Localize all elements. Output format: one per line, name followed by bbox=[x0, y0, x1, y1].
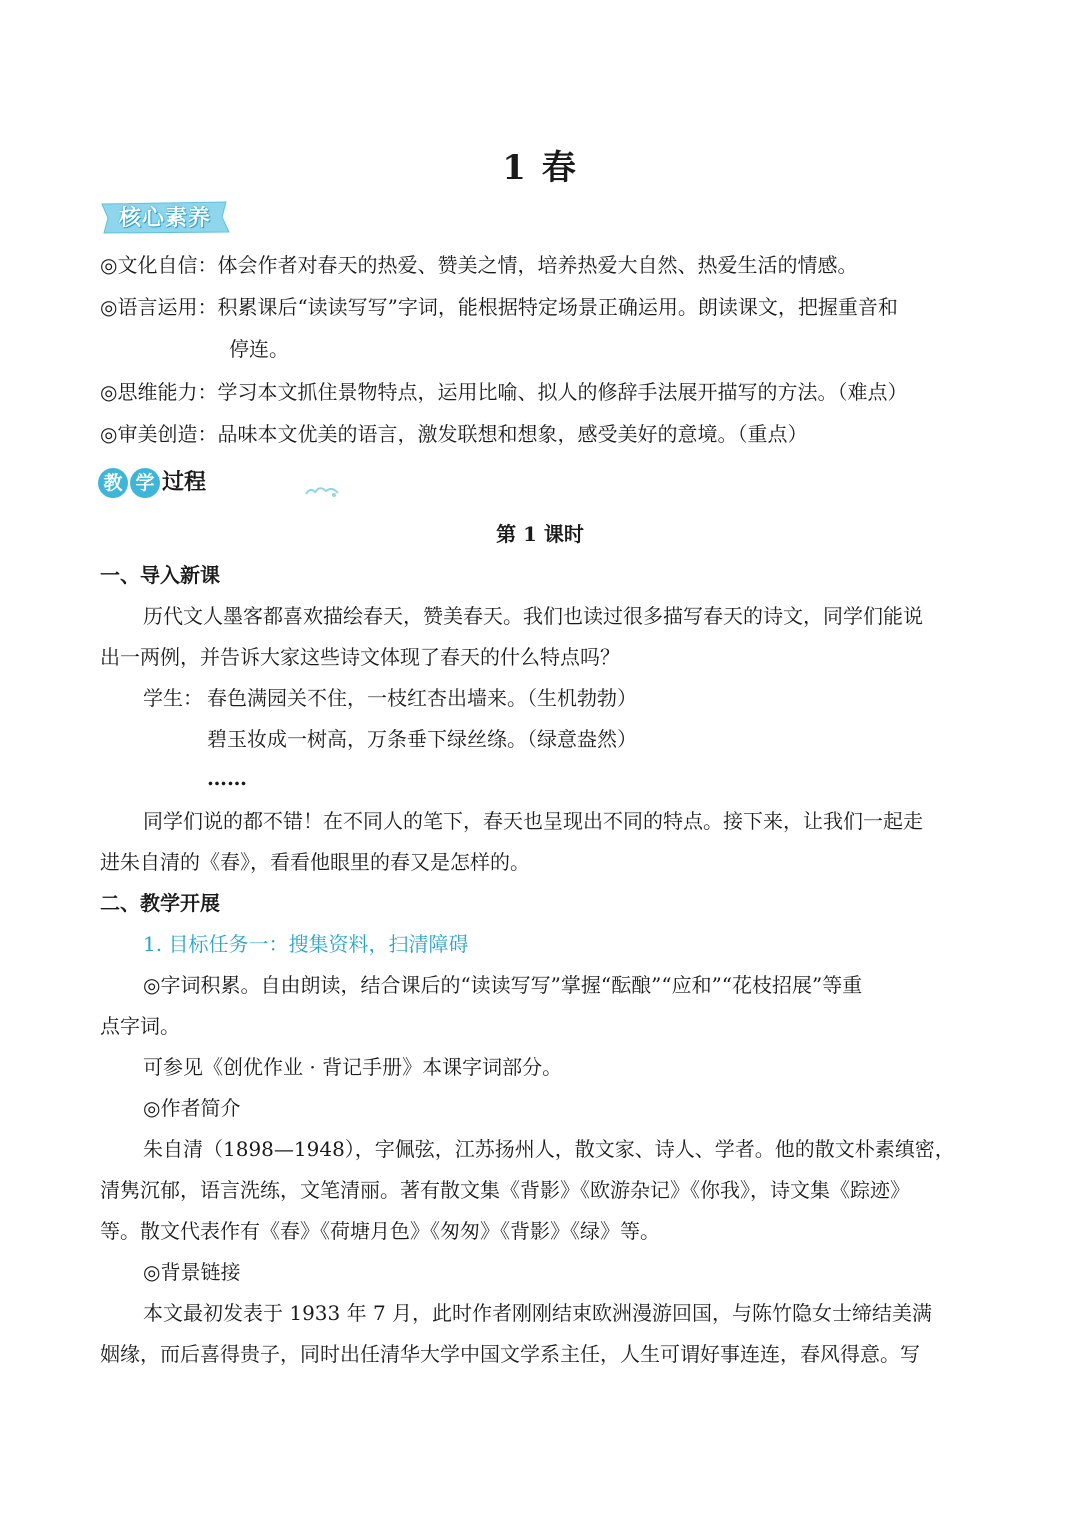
process-char-1: 教 bbox=[98, 468, 128, 498]
paragraph-author-2: 清隽沉郁，语言洗练，文笔清丽。著有散文集《背影》《欧游杂记》《你我》，诗文集《踪迹》 bbox=[100, 1178, 910, 1202]
section-heading-intro: 一、导入新课 bbox=[100, 563, 220, 587]
page-title: 1 春 bbox=[502, 148, 578, 188]
section-heading-teaching: 二、教学开展 bbox=[100, 891, 220, 915]
core-literacy-badge bbox=[98, 199, 232, 235]
student-answer-2: 碧玉妆成一树高，万条垂下绿丝绦。（绿意盎然） bbox=[207, 727, 637, 751]
paragraph-background-1: 本文最初发表于 1933 年 7 月，此时作者刚刚结束欧洲漫游回国，与陈竹隐女士缔结美满 bbox=[143, 1301, 933, 1325]
paragraph-transition-2: 进朱自清的《春》，看看他眼里的春又是怎样的。 bbox=[100, 850, 530, 874]
paragraph-words-2: 点字词。 bbox=[100, 1014, 180, 1038]
paragraph-intro-2: 出一两例，并告诉大家这些诗文体现了春天的什么特点吗？ bbox=[100, 645, 620, 669]
teaching-process-heading bbox=[98, 468, 248, 502]
process-label: 过程 bbox=[162, 470, 207, 495]
background-heading: ◎背景链接 bbox=[143, 1260, 241, 1284]
paragraph-author-3: 等。散文代表作有《春》《荷塘月色》《匆匆》《背影》《绿》等。 bbox=[100, 1219, 660, 1243]
cloud-decoration-icon bbox=[304, 484, 340, 498]
author-heading: ◎作者简介 bbox=[143, 1096, 241, 1120]
badge-label: 核心素养 bbox=[118, 206, 211, 231]
paragraph-reference: 可参见《创优作业 · 背记手册》本课字词部分。 bbox=[143, 1055, 563, 1079]
core-item-aesthetic: ◎审美创造：品味本文优美的语言，激发联想和想象，感受美好的意境。（重点） bbox=[100, 422, 808, 446]
task-heading-1: 1. 目标任务一：搜集资料，扫清障碍 bbox=[143, 932, 469, 956]
paragraph-author-1: 朱自清（1898—1948），字佩弦，江苏扬州人，散文家、诗人、学者。他的散文朴素缜密， bbox=[143, 1137, 955, 1161]
process-char-2: 学 bbox=[130, 468, 160, 498]
paragraph-intro-1: 历代文人墨客都喜欢描绘春天，赞美春天。我们也读过很多描写春天的诗文，同学们能说 bbox=[143, 604, 923, 628]
paragraph-words-1: ◎字词积累。自由朗读，结合课后的“读读写写”掌握“酝酿”“应和”“花枝招展”等重 bbox=[143, 973, 863, 997]
student-answer-1: 春色满园关不住，一枝红杏出墙来。（生机勃勃） bbox=[207, 686, 637, 710]
paragraph-background-2: 姻缘，而后喜得贵子，同时出任清华大学中国文学系主任，人生可谓好事连连，春风得意。写 bbox=[100, 1342, 920, 1366]
paragraph-transition-1: 同学们说的都不错！在不同人的笔下，春天也呈现出不同的特点。接下来，让我们一起走 bbox=[143, 809, 923, 833]
core-item-thinking: ◎思维能力：学习本文抓住景物特点，运用比喻、拟人的修辞手法展开描写的方法。（难点） bbox=[100, 380, 908, 404]
lesson-title: 第 1 课时 bbox=[496, 522, 584, 546]
student-label: 学生： bbox=[143, 686, 203, 710]
ellipsis: …… bbox=[207, 766, 247, 790]
core-item-language-cont: 停连。 bbox=[229, 337, 289, 361]
core-item-culture: ◎文化自信：体会作者对春天的热爱、赞美之情，培养热爱大自然、热爱生活的情感。 bbox=[100, 253, 858, 277]
core-item-language: ◎语言运用：积累课后“读读写写”字词，能根据特定场景正确运用。朗读课文，把握重音和 bbox=[100, 295, 898, 319]
